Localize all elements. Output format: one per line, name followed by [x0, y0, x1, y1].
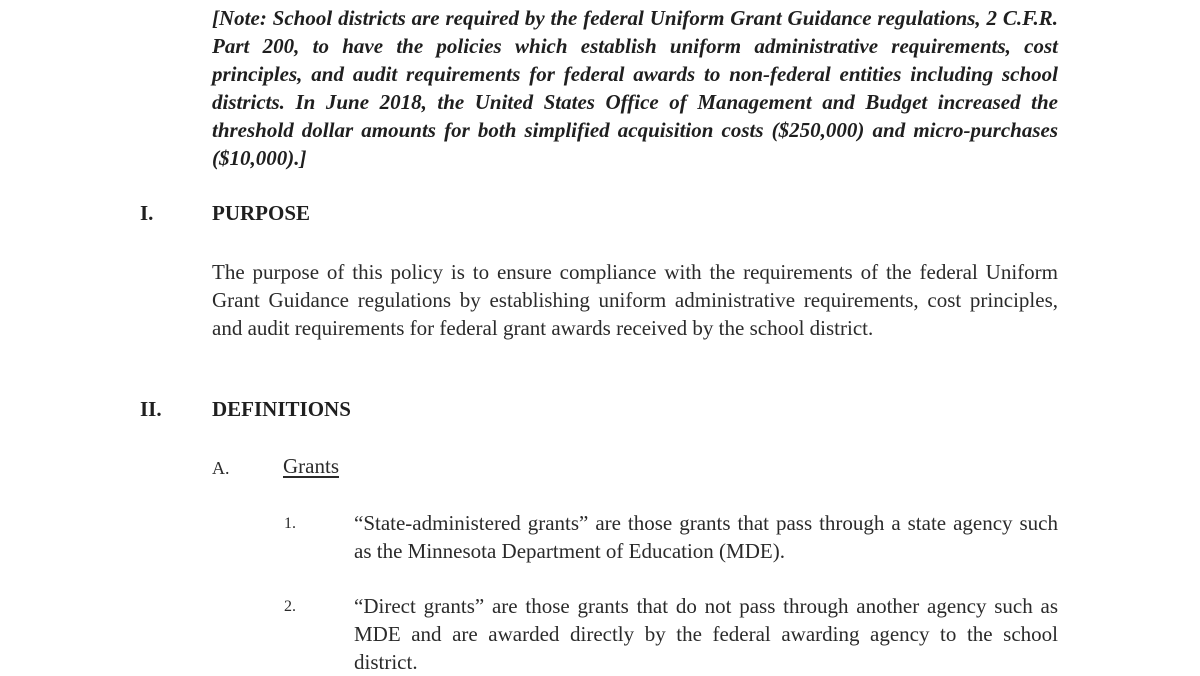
list-item-text: “State-administered grants” are those grants that pass through a state agency such as the Minnesota Department of Education (MDE). — [354, 511, 1058, 563]
subsection-title-grants: Grants — [283, 454, 339, 478]
section-number-purpose: I. — [140, 201, 154, 225]
list-item-number: 1. — [284, 515, 296, 532]
purpose-paragraph: The purpose of this policy is to ensure compliance with the requirements of the federal Uniform Grant Guidance regulations by establishing uniform administrative requirements, cost principles, and audit requirements for federal grant awards received by the school district. — [212, 260, 1058, 340]
subsection-letter-grants: A. — [212, 458, 230, 478]
list-item-text: “Direct grants” are those grants that do not pass through another agency such as MDE and are awarded directly by the federal awarding agency to the school district. — [354, 594, 1058, 674]
section-number-definitions: II. — [140, 397, 162, 421]
note-paragraph: [Note: School districts are required by the federal Uniform Grant Guidance regulations, 2 C.F.R. Part 200, to have the policies which establish uniform administrative requirements, cost principles, and audit requirements for federal awards to non-federal entities including school districts. In June 2018, the United States Office of Management and Budget increased the threshold dollar amounts for both simplified acquisition costs ($250,000) and micro-purchases ($10,000).] — [212, 6, 1058, 170]
section-title-definitions: DEFINITIONS — [212, 397, 351, 421]
section-title-purpose: PURPOSE — [212, 201, 311, 225]
list-item-number: 2. — [284, 598, 296, 615]
